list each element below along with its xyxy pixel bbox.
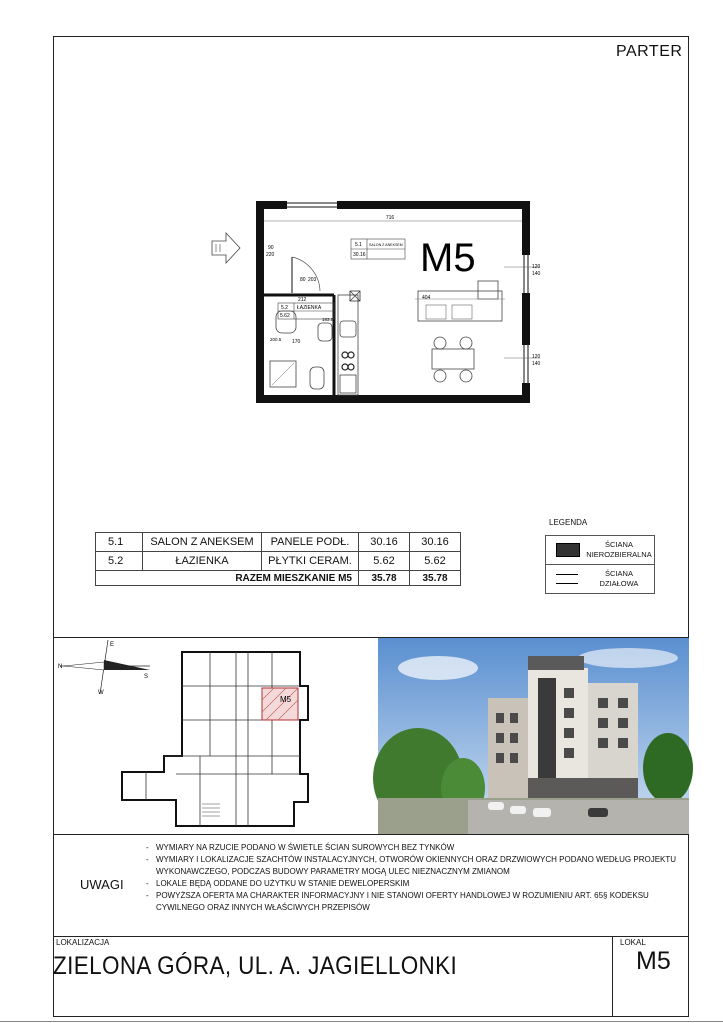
plan-dim-width: 716 [385,215,395,221]
rooms-table [95,532,461,586]
total-area: 35.78 [359,571,410,586]
plan-dim-404: 404 [422,295,431,301]
plan-dim-120b: 120 [532,354,541,360]
room-area-2: 5.62 [410,552,461,571]
list-item: - WYMIARY I LOKALIZACJE SZACHTÓW INSTALACYJNYCH, OTWORÓW OKIENNYCH ORAZ DRZWIOWYCH PODANO WEDŁUG PROJEKTU WYKONAWCZEGO, PODCZAS BUDOWY PARAMETRY MOGĄ ULEC NIEZNACZNYM ZMIANOM [146,854,686,878]
compass-w: W [98,690,104,696]
table-row [96,533,461,552]
total-label: RAZEM MIESZKANIE M5 [96,571,359,586]
location-value: ZIELONA GÓRA, UL. A. JAGIELLONKI [53,952,458,980]
partition-wall-swatch [556,574,578,584]
plan-dim-200: 200.5 [270,337,282,342]
compass-e: E [110,642,115,648]
plan-dim-140a: 140 [532,271,541,277]
legend-partition-label: ŚCIANA DZIAŁOWA [599,569,639,588]
plan-room-tag-num: 5.1 [355,242,362,248]
plan-dim-220: 220 [266,252,275,258]
floor-plan [200,195,545,410]
room-area-2: 30.16 [410,533,461,552]
room-finish: PŁYTKI CERAM. [262,552,359,571]
room-num: 5.2 [96,552,143,571]
legend-structural-label: ŚCIANA NIEROZBIERALNA [586,540,652,559]
plan-bath-tag-num: 5.2 [281,305,288,311]
notes-list [146,842,686,914]
structural-wall-swatch [556,543,580,557]
bottom-rule [0,1021,723,1022]
plan-dim-212: 212 [298,297,307,303]
plan-dim-170: 170 [292,339,301,345]
plan-dim-140b: 140 [532,361,541,367]
room-area: 30.16 [359,533,410,552]
plan-dim-203: 203 [308,277,317,283]
room-name: SALON Z ANEKSEM [143,533,262,552]
plan-room-tag-area: 30.16 [353,252,366,258]
table-total-row [96,571,461,586]
unit-label: LOKAL [620,938,646,947]
plan-dim-90: 90 [268,245,274,251]
room-name: ŁAZIENKA [143,552,262,571]
list-item: - LOKALE BĘDĄ ODDANE DO UŻYTKU W STANIE DEWELOPERSKIM [146,878,686,890]
floor-label: PARTER [616,43,683,60]
list-item: - POWYŻSZA OFERTA MA CHARAKTER INFORMACYJNY I NIE STANOWI OFERTY HANDLOWEJ W ROZUMIENIU ART. 65§ KODEKSU CYWILNEGO ORAZ INNYCH WŁAŚCIWYCH PRZEPISÓW [146,890,686,914]
room-finish: PANELE PODŁ. [262,533,359,552]
section-divider [53,936,689,937]
room-area: 5.62 [359,552,410,571]
list-item: - WYMIARY NA RZUCIE PODANO W ŚWIETLE ŚCIAN SUROWYCH BEZ TYNKÓW [146,842,686,854]
site-unit-label: M5 [280,695,292,704]
notes-label: UWAGI [80,877,124,892]
section-divider [53,834,689,835]
total-area-2: 35.78 [410,571,461,586]
compass-s: S [144,674,149,680]
plan-bath-tag-area: 5.62 [280,313,290,319]
plan-unit-label: M5 [420,236,476,280]
plan-dim-80: 80 [300,277,306,283]
compass-icon [58,640,150,696]
building-render [378,638,689,834]
table-row [96,552,461,571]
room-num: 5.1 [96,533,143,552]
plan-bath-tag-name: ŁAZIENKA [297,305,322,311]
plan-room-tag-name: SALON Z ANEKSEM [369,243,403,247]
unit-value: M5 [636,947,671,975]
plan-dim-120a: 120 [532,264,541,270]
legend-title: LEGENDA [549,518,588,527]
plan-dim-183: 183.5 [322,317,334,322]
compass-n: N [58,664,63,670]
site-plan [60,640,376,834]
location-label: LOKALIZACJA [56,938,110,947]
